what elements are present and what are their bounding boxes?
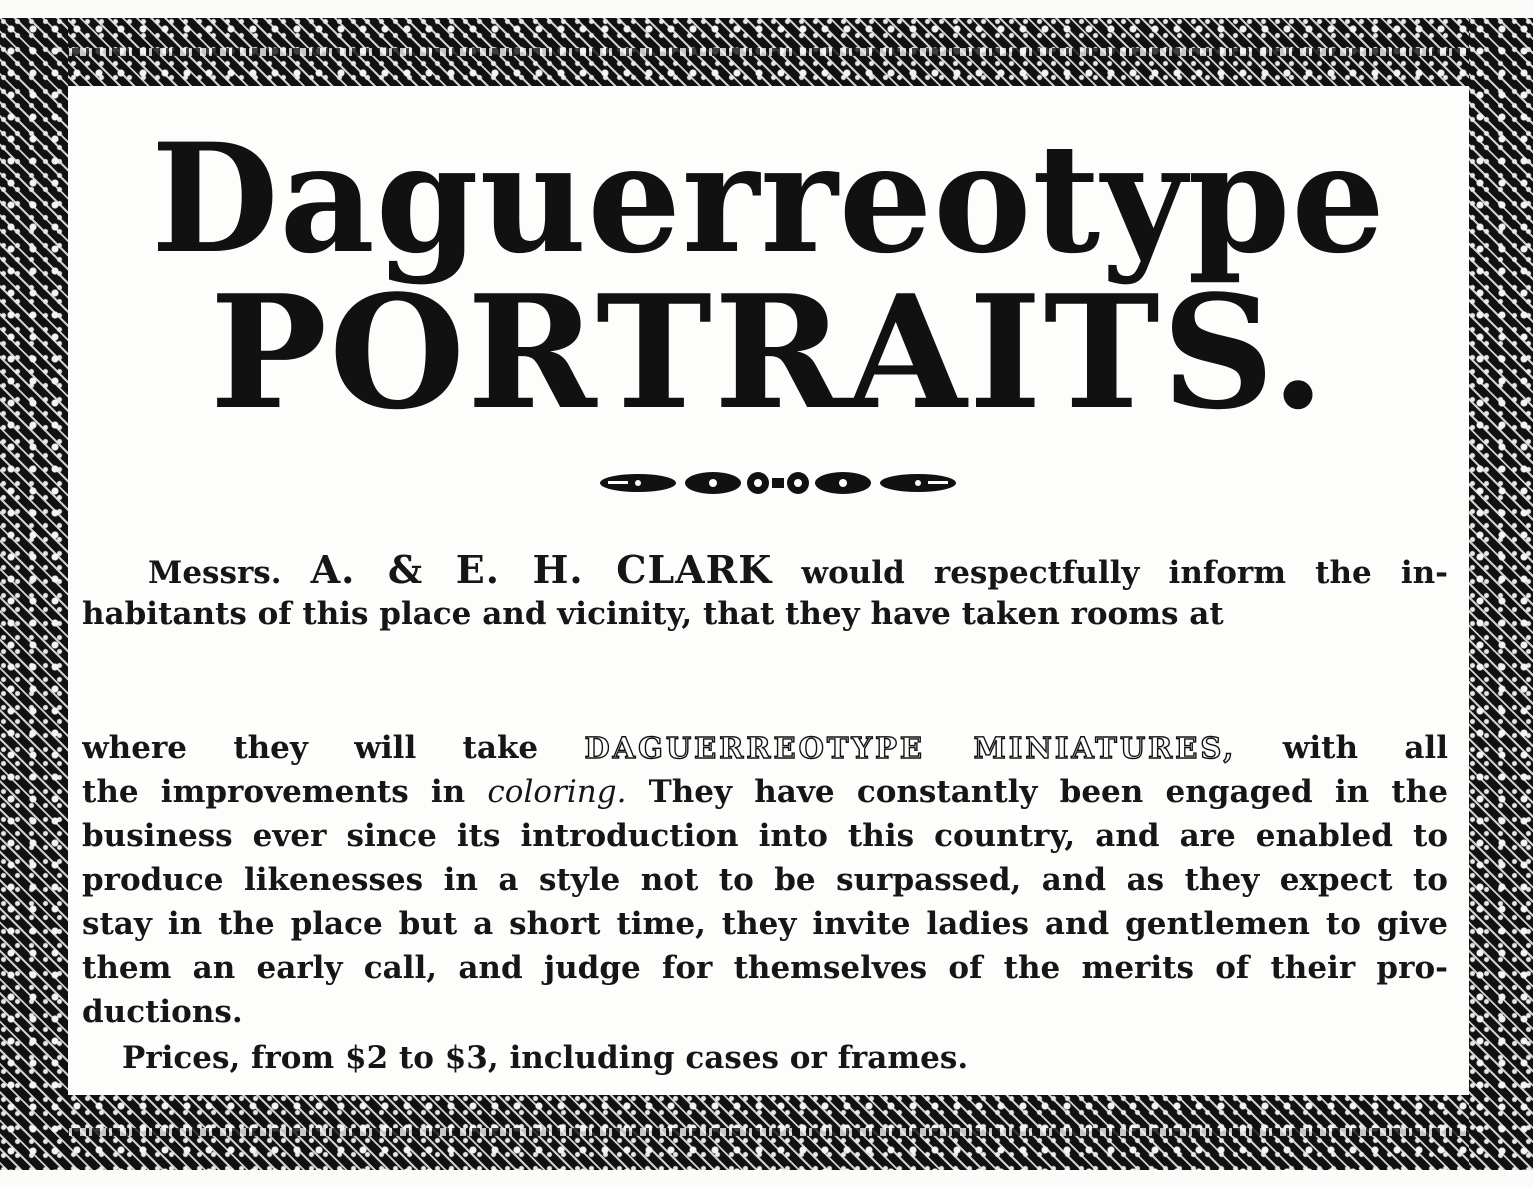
prices-paragraph bbox=[82, 1036, 1448, 1080]
prices-text: Prices, from $2 to $3, including cases or frames. bbox=[122, 1040, 969, 1076]
headline-daguerreotype: Daguerreotype bbox=[151, 111, 1386, 287]
intro-word: would bbox=[801, 555, 905, 591]
services-line-3: business ever since its introduction into this country, and are enabled to bbox=[82, 818, 1448, 854]
intro-line-2: habitants of this place and vicinity, that they have taken rooms at bbox=[82, 596, 1224, 632]
headline-portraits: PORTRAITS. bbox=[209, 261, 1328, 444]
services-text: where they will take bbox=[82, 730, 539, 766]
services-paragraph bbox=[82, 726, 1448, 1034]
services-text: with all bbox=[1282, 730, 1448, 766]
services-line-6: them an early call, and judge for themselves of the merits of their pro- bbox=[82, 950, 1448, 986]
intro-messrs: Messrs. bbox=[148, 555, 282, 591]
intro-word: respectfully bbox=[933, 555, 1140, 591]
services-line-7: ductions. bbox=[82, 994, 243, 1030]
intro-paragraph bbox=[82, 548, 1448, 636]
services-text: the improvements in bbox=[82, 774, 466, 810]
daguerreotype-miniatures-emphasis: DAGUERREOTYPE MINIATURES, bbox=[584, 731, 1237, 765]
services-line-1 bbox=[82, 726, 1448, 770]
intro-word: inform bbox=[1168, 555, 1287, 591]
services-line-4: produce likenesses in a style not to be surpassed, and as they expect to bbox=[82, 862, 1448, 898]
advertisement-panel bbox=[68, 86, 1469, 1095]
proprietor-names: A. & E. H. CLARK bbox=[310, 548, 773, 592]
ornamental-border-right bbox=[1469, 18, 1533, 1170]
ornamental-border-bottom bbox=[0, 1095, 1533, 1170]
services-text: They have constantly been engaged in the bbox=[648, 774, 1448, 810]
coloring-italic: coloring. bbox=[487, 774, 627, 810]
ornamental-border-top bbox=[0, 18, 1533, 86]
intro-word: the bbox=[1315, 555, 1372, 591]
prices-line bbox=[82, 1036, 1448, 1080]
intro-line-1 bbox=[82, 548, 1448, 592]
decorative-rule-ornament bbox=[598, 464, 958, 502]
services-line-2 bbox=[82, 770, 1448, 814]
intro-word: in- bbox=[1400, 555, 1448, 591]
services-line-5: stay in the place but a short time, they invite ladies and gentlemen to give bbox=[82, 906, 1448, 942]
ornamental-border-left bbox=[0, 18, 68, 1170]
